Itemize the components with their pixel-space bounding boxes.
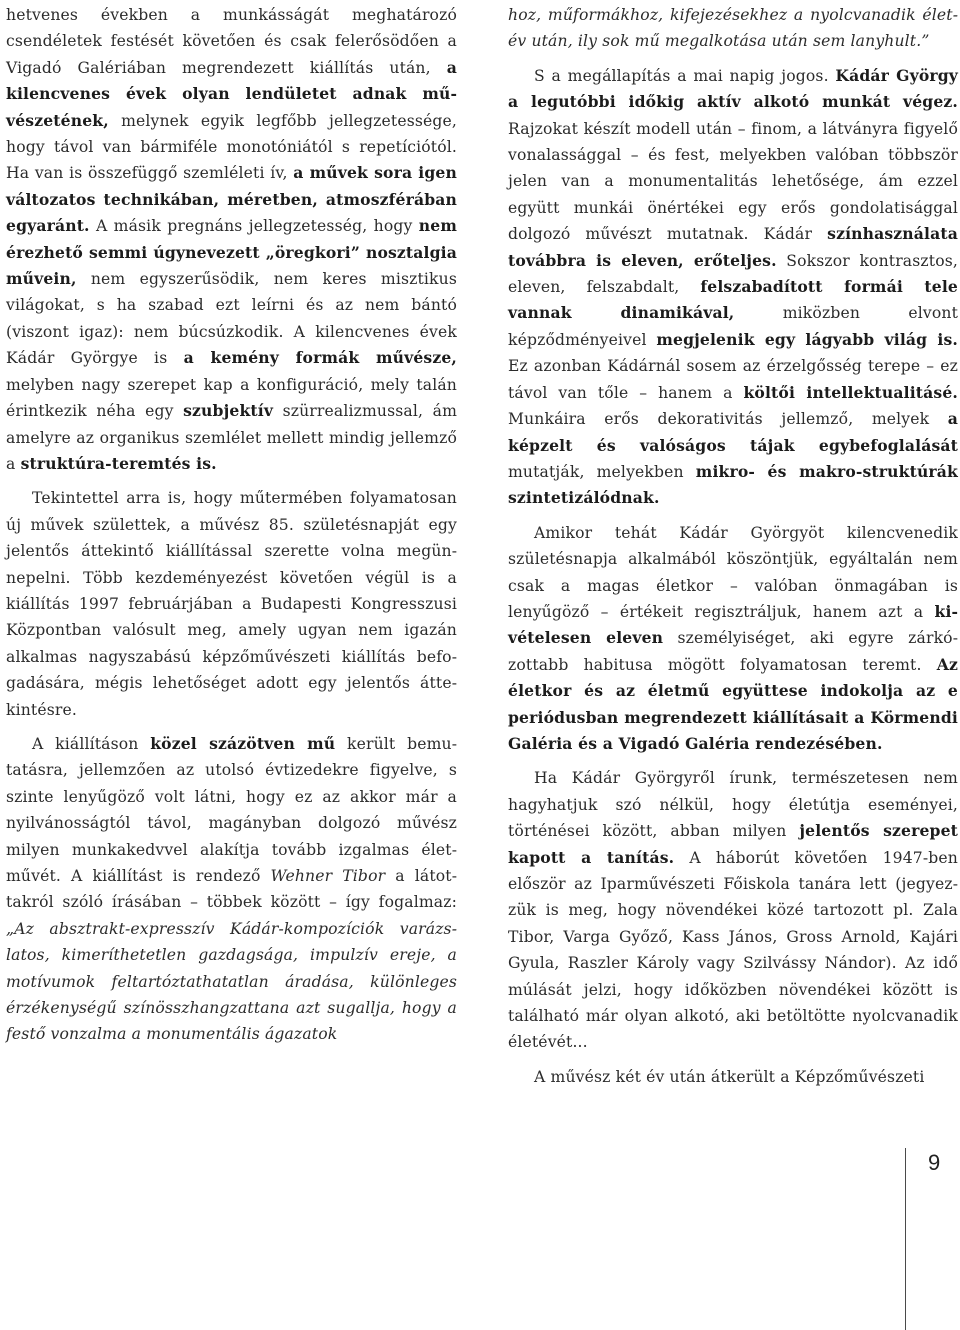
text-run: A másik pregnáns jellegzetesség, hogy bbox=[89, 217, 419, 236]
text-run: Tekintettel arra is, hogy műtermében folyamatosan új művek születtek, a művész 85. születésnapját egy jelentős áttekintő kiállítással szerette volna megünnepelni. Több kezdeményezést követően végül is a kiállítás 1997 februárjában a Budapesti Kongresszusi Központban valósult meg, amely ugyan nem igazán alkalmas nagyszabású képzőművészeti kiállítás befogadására, mégis lehetőséget adott egy jelentős áttekintésre. bbox=[6, 489, 457, 719]
page-number: 9 bbox=[928, 1150, 941, 1175]
text-run: került bemutatásra, jellemzően az utolsó évtizedekre figyelve, s szinte lenyűgöző volt látni, hogy ez az akkor már a nyilvánosságtól távol, magányban dolgozó művész milyen munkakedvvel alakítja tovább izgalmas életművét. A kiállítást is rendező bbox=[6, 734, 457, 885]
text-run: személyiséget, aki egyre zárkózottabb habitusa mögött folyamatosan teremt. bbox=[508, 629, 958, 674]
text-run: szürrealizmussal, ám amelyre az organikus szemlélet mellett mindig jellemző a bbox=[6, 402, 458, 473]
text-run: A művész két év után átkerült a Képzőművészeti bbox=[534, 1067, 925, 1086]
text-run: hetvenes években a munkásságát meghatározó csendéletek festését követően és csak felerősödően a Vigadó Galériában megrendezett kiállítás után, bbox=[6, 6, 457, 77]
text-run: Amikor tehát Kádár Györgyöt kilencvenedik születésnapja alkalmából köszöntjük, egyáltalán nem csak a magas életkor – valóban önmagában is lenyűgöző – értékeit regisztráljuk, hanem azt a bbox=[508, 523, 958, 621]
text-run: A kiállításon bbox=[32, 734, 151, 753]
bold-text: struktúra-teremtés is. bbox=[20, 453, 217, 473]
bold-text: nem érezhető semmi úgynevezett „öregkori” nosztalgia művein, bbox=[6, 216, 457, 289]
bold-text: a kilencvenes évek olyan lendületet adnak művészetének, bbox=[6, 57, 457, 130]
text-run: melyben nagy szerepet kap a konfiguráció, mely talán érintkezik néha egy bbox=[6, 375, 457, 421]
bold-text: kivételesen eleven bbox=[508, 601, 958, 648]
italic-text: „Az absztrakt-expresszív Kádár-kompozíciók varázslatos, kimeríthetetlen gazdagsága, impulzív ereje, a motívumok feltartóztathatatlan áradása, különleges érzékenységű színösszhangzattana azt sugallja, hogy a festő vonzalma a monumentális ágazatok bbox=[6, 919, 457, 1044]
text-run: Ha Kádár Györgyről írunk, természetesen nem hagyhatjuk szó nélkül, hogy életútja eseményei, történései között, abban milyen bbox=[508, 769, 958, 841]
text-run: miközben elvont képződményeivel bbox=[508, 304, 958, 349]
bold-text: jelentős szerepet kapott a tanítás. bbox=[508, 821, 958, 867]
paragraph bbox=[508, 765, 958, 1055]
bold-text: Kádár György a legutóbbi időkig aktív alkotó munkát végez. bbox=[508, 65, 958, 112]
paragraph bbox=[508, 2, 958, 55]
bold-text: Az életkor és az életmű együttese indokolja az e periódusban megrendezett kiállításait a Körmendi Galéria és a Vigadó Galéria rendezésében. bbox=[508, 654, 958, 753]
text-run: melynek egyik legfőbb jellegzetessége, hogy távol van bármiféle monotóniától s repetíciótól. Ha van is összefüggő szemléleti ív, bbox=[6, 111, 457, 183]
paragraph bbox=[6, 2, 457, 477]
paragraph bbox=[508, 1064, 958, 1090]
text-run: Rajzokat készít modell után – finom, a látványra figyelő vonalassággal – és fest, melyekben valóban többször jelen van a monumentalitás lehetősége, ám ezzel együtt munkái önértékei egy erős gondolatisággal dolgozó művészt mutatnak. Kádár bbox=[508, 119, 958, 244]
italic-text: hoz, műformákhoz, kifejezésekhez a nyolcvanadik életév után, ily sok mű megalkotása után sem lanyhult.” bbox=[508, 6, 958, 51]
text-run: a látottakról szóló írásában – többek között – így fogalmaz: bbox=[6, 867, 457, 912]
bold-text: a képzelt és valóságos tájak egybefoglalását bbox=[508, 409, 958, 455]
bold-text: közel százötven mű bbox=[150, 733, 336, 753]
paragraph bbox=[6, 485, 457, 723]
bold-text: szubjektív bbox=[183, 401, 274, 421]
paragraph bbox=[508, 520, 958, 758]
bold-text: költői intellektualitásé. bbox=[743, 382, 958, 402]
left-text-column bbox=[6, 2, 457, 1056]
right-text-column bbox=[508, 2, 958, 1098]
text-run: Munkáira erős dekorativitás jellemző, melyek bbox=[508, 410, 948, 429]
paragraph bbox=[508, 63, 958, 512]
paragraph bbox=[6, 731, 457, 1048]
text-run: S a megállapítás a mai napig jogos. bbox=[534, 66, 836, 85]
bold-text: mikro- és makro-struktúrák szintetizálódnak. bbox=[508, 461, 959, 508]
text-run: Sokszor kontrasztos, eleven, felszabdalt, bbox=[508, 251, 958, 297]
folio-rule bbox=[905, 1148, 906, 1330]
text-run: A háborút követően 1947-ben először az Iparművészeti Főiskola tanára lett (jegyezzük is meg, hogy növendékei közé tartozott pl. Zala Tibor, Varga Győző, Kass János, Gross Arnold, Kajári Gyula, Raszler Károly vagy Szilvássy Nándor). Az idő múlását jelzi, hogy időközben növendékei között is található már olyan alkotó, aki betöltötte nyolcvanadik életévét... bbox=[508, 848, 958, 1052]
text-run: Ez azonban Kádárnál sosem az érzelgősség terepe – ez távol van tőle – hanem a bbox=[508, 357, 958, 402]
bold-text: megjelenik egy lágyabb világ is. bbox=[656, 329, 958, 349]
bold-text: felszabadított formái tele vannak dinamikával, bbox=[508, 277, 958, 323]
bold-text: a kemény formák művésze, bbox=[183, 348, 458, 368]
bold-text: a művek sora igen változatos technikában, méretben, atmoszférában egyaránt. bbox=[6, 163, 457, 236]
text-run: mutatják, melyekben bbox=[508, 462, 696, 481]
text-run: nem egyszerűsödik, nem keres misztikus világokat, s ha szabad ezt leírni és az nem bántó (viszont igaz): nem búcsúzkodik. A kilencvenes évek Kádár Györgye is bbox=[6, 270, 457, 368]
bold-text: színhasználata továbbra is eleven, erőteljes. bbox=[508, 224, 958, 270]
italic-text: Wehner Tibor bbox=[270, 867, 386, 885]
